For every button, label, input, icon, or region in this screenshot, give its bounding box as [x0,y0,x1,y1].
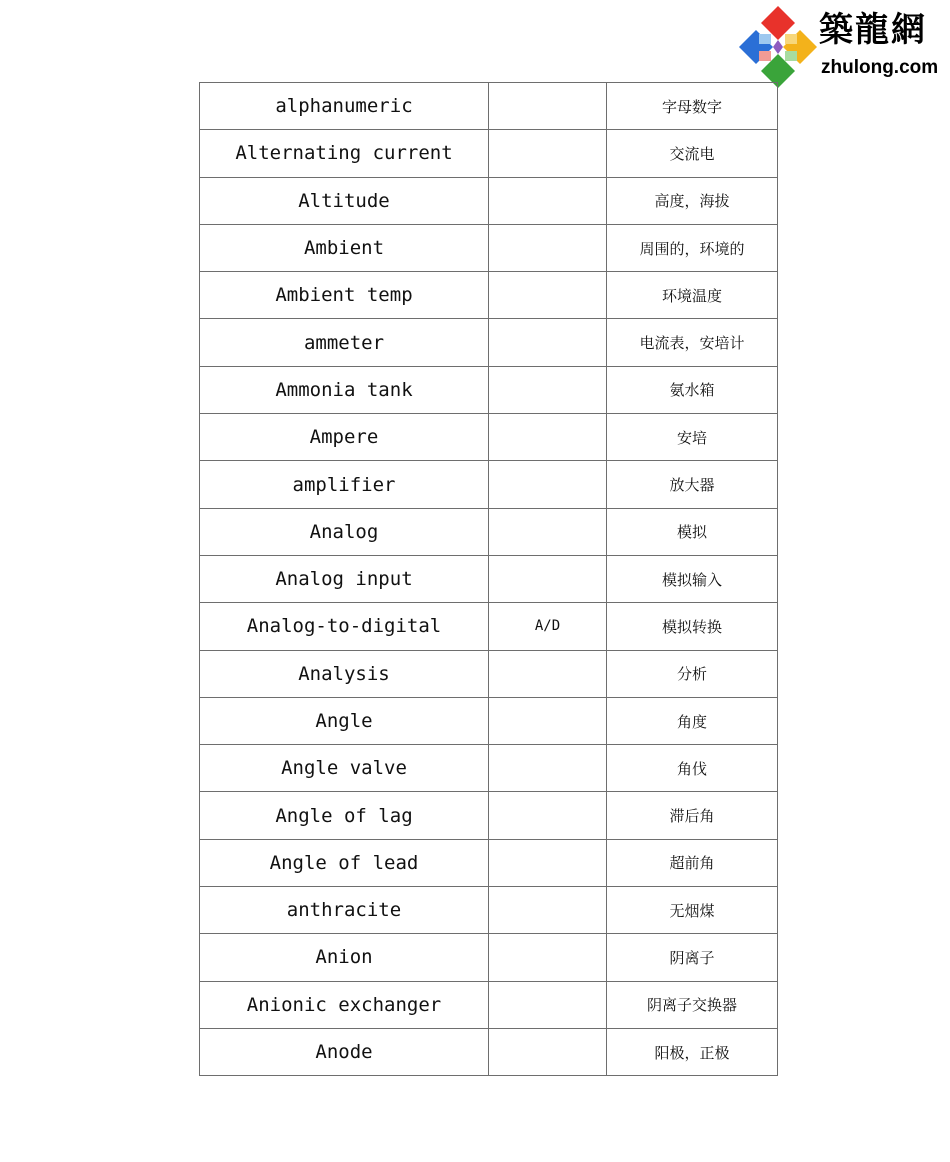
table-row [200,934,778,981]
table-row [200,555,778,602]
term-abbreviation [489,745,607,792]
term-abbreviation [489,83,607,130]
term-abbreviation [489,414,607,461]
term-chinese: 氨水箱 [607,366,778,413]
term-english: Anion [200,934,489,981]
table-row [200,745,778,792]
table-row [200,366,778,413]
table-row [200,981,778,1028]
term-abbreviation [489,650,607,697]
term-english: Angle of lag [200,792,489,839]
term-chinese: 角度 [607,697,778,744]
table-row [200,1028,778,1075]
term-chinese: 交流电 [607,130,778,177]
table-row [200,603,778,650]
term-chinese: 高度，海拔 [607,177,778,224]
table-row [200,697,778,744]
term-english: Anionic exchanger [200,981,489,1028]
term-abbreviation [489,224,607,271]
term-english: alphanumeric [200,83,489,130]
term-chinese: 放大器 [607,461,778,508]
term-english: Ambient [200,224,489,271]
term-english: ammeter [200,319,489,366]
term-abbreviation [489,1028,607,1075]
term-abbreviation [489,461,607,508]
term-english: Alternating current [200,130,489,177]
term-abbreviation [489,792,607,839]
term-english: Angle valve [200,745,489,792]
term-chinese: 阴离子交换器 [607,981,778,1028]
term-english: Anode [200,1028,489,1075]
term-abbreviation [489,319,607,366]
term-chinese: 模拟转换 [607,603,778,650]
term-abbreviation: A/D [489,603,607,650]
term-abbreviation [489,555,607,602]
term-chinese: 阳极，正极 [607,1028,778,1075]
table-row [200,177,778,224]
term-abbreviation [489,887,607,934]
logo-domain: zhulong.com [821,57,939,78]
term-english: Altitude [200,177,489,224]
term-chinese: 电流表，安培计 [607,319,778,366]
table-row [200,508,778,555]
table-row [200,650,778,697]
term-english: Analog [200,508,489,555]
logo-chinese-name: 築龍網 [819,10,927,50]
term-english: Ampere [200,414,489,461]
zhulong-logo [737,4,943,92]
term-abbreviation [489,934,607,981]
table-row [200,839,778,886]
table-row [200,792,778,839]
term-abbreviation [489,272,607,319]
term-chinese: 模拟 [607,508,778,555]
term-abbreviation [489,697,607,744]
term-abbreviation [489,366,607,413]
term-chinese: 模拟输入 [607,555,778,602]
table-row [200,414,778,461]
term-abbreviation [489,177,607,224]
table-row [200,319,778,366]
term-english: Analog-to-digital [200,603,489,650]
term-chinese: 滞后角 [607,792,778,839]
term-chinese: 安培 [607,414,778,461]
term-abbreviation [489,130,607,177]
term-abbreviation [489,508,607,555]
term-abbreviation [489,839,607,886]
term-chinese: 周围的，环境的 [607,224,778,271]
term-chinese: 环境温度 [607,272,778,319]
term-english: Angle of lead [200,839,489,886]
term-chinese: 超前角 [607,839,778,886]
term-chinese: 阴离子 [607,934,778,981]
term-english: Ammonia tank [200,366,489,413]
term-english: Ambient temp [200,272,489,319]
glossary-table [199,82,778,1076]
term-chinese: 无烟煤 [607,887,778,934]
term-chinese: 字母数字 [607,83,778,130]
term-chinese: 分析 [607,650,778,697]
term-english: Analysis [200,650,489,697]
term-english: anthracite [200,887,489,934]
term-chinese: 角伐 [607,745,778,792]
table-row [200,272,778,319]
zhulong-logo-mark-icon [737,4,819,92]
table-row [200,461,778,508]
table-row [200,83,778,130]
term-english: Analog input [200,555,489,602]
term-english: Angle [200,697,489,744]
term-abbreviation [489,981,607,1028]
glossary-body [200,83,778,1076]
table-row [200,887,778,934]
term-english: amplifier [200,461,489,508]
table-row [200,224,778,271]
table-row [200,130,778,177]
